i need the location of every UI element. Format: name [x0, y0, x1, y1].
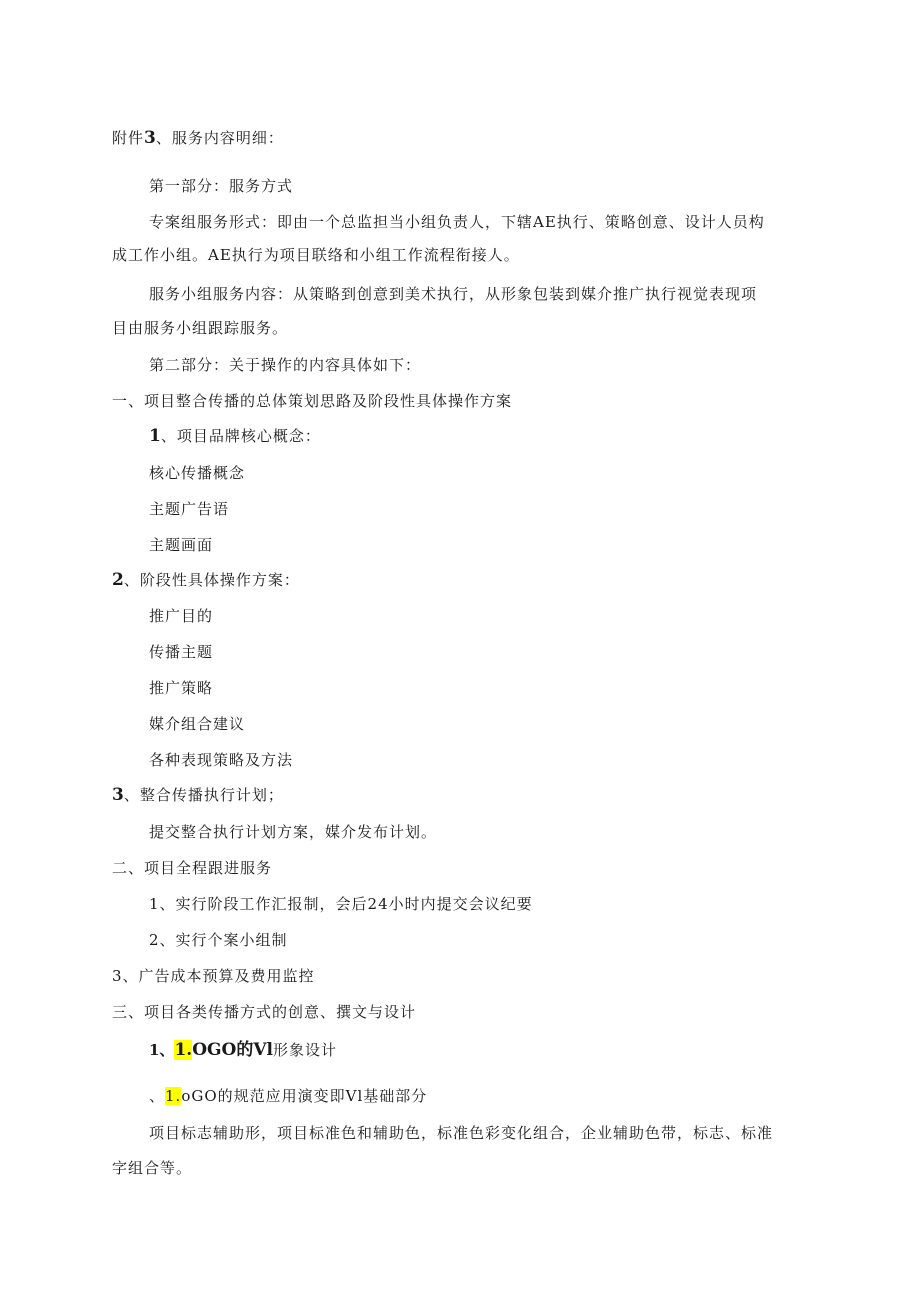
item3-sub: 提交整合执行计划方案，媒介发布计划。	[149, 823, 438, 841]
logo-sub-rest: oGO的规范应用演变即Vl基础部分	[181, 1087, 428, 1105]
logo-heading-rest: 形象设计	[272, 1041, 337, 1059]
item1-number: 1	[149, 426, 161, 446]
attachment-title	[112, 128, 284, 148]
logo-sub-prefix: 、	[149, 1087, 166, 1105]
section2-item-3: 3、广告成本预算及费用监控	[112, 967, 315, 985]
team-paragraph-line1: 专案组服务形式：即由一个总监担当小组负责人，下辖AE执行、策略创意、设计人员构	[149, 213, 765, 231]
attachment-suffix: 、服务内容明细：	[155, 129, 284, 147]
attachment-prefix: 附件	[112, 129, 145, 147]
group-paragraph-line2: 目由服务小组跟踪服务。	[112, 319, 289, 337]
item1-heading	[149, 426, 321, 446]
logo-heading-number: 1、	[149, 1041, 175, 1059]
logo-heading-bold: OGO的Vl	[192, 1040, 273, 1060]
section2-item-1: 1、实行阶段工作汇报制，会后24小时内提交会议纪要	[149, 895, 533, 913]
item2-label: 、阶段性具体操作方案：	[123, 571, 300, 589]
logo-vi-heading	[149, 1040, 337, 1060]
item2-sub-2: 传播主题	[149, 643, 214, 661]
team-paragraph-line2: 成工作小组。AE执行为项目联络和小组工作流程衔接人。	[112, 246, 520, 264]
item1-sub-2: 主题广告语	[149, 500, 230, 518]
group-paragraph-line1: 服务小组服务内容：从策略到创意到美术执行，从形象包装到媒介推广执行视觉表现项	[149, 285, 758, 303]
item1-label: 、项目品牌核心概念：	[160, 427, 321, 445]
final-paragraph-line2: 字组合等。	[112, 1159, 193, 1177]
item3-heading	[112, 785, 284, 805]
item3-label: 、整合传播执行计划；	[123, 786, 284, 804]
item2-sub-3: 推广策略	[149, 679, 214, 697]
logo-heading-highlight: 1.	[174, 1040, 193, 1060]
part2-title: 第二部分：关于操作的内容具体如下：	[149, 356, 422, 374]
item2-number: 2	[112, 570, 124, 590]
section3-title: 三、项目各类传播方式的创意、撰文与设计	[112, 1003, 417, 1021]
item1-sub-3: 主题画面	[149, 536, 214, 554]
section1-title: 一、项目整合传播的总体策划思路及阶段性具体操作方案	[112, 392, 513, 410]
attachment-number: 3	[144, 128, 156, 148]
item2-sub-5: 各种表现策略及方法	[149, 751, 294, 769]
final-paragraph-line1: 项目标志辅助形，项目标准色和辅助色，标准色彩变化组合，企业辅助色带，标志、标准	[149, 1124, 774, 1142]
item2-sub-4: 媒介组合建议	[149, 715, 246, 733]
item2-heading	[112, 570, 300, 590]
logo-sub-highlight: 1.	[165, 1087, 182, 1105]
part1-title: 第一部分：服务方式	[149, 177, 294, 195]
item2-sub-1: 推广目的	[149, 607, 214, 625]
logo-standard-subheading	[149, 1086, 427, 1106]
item3-number: 3	[112, 785, 124, 805]
section2-title: 二、项目全程跟进服务	[112, 859, 273, 877]
item1-sub-1: 核心传播概念	[149, 464, 246, 482]
section2-item-2: 2、实行个案小组制	[149, 931, 288, 949]
